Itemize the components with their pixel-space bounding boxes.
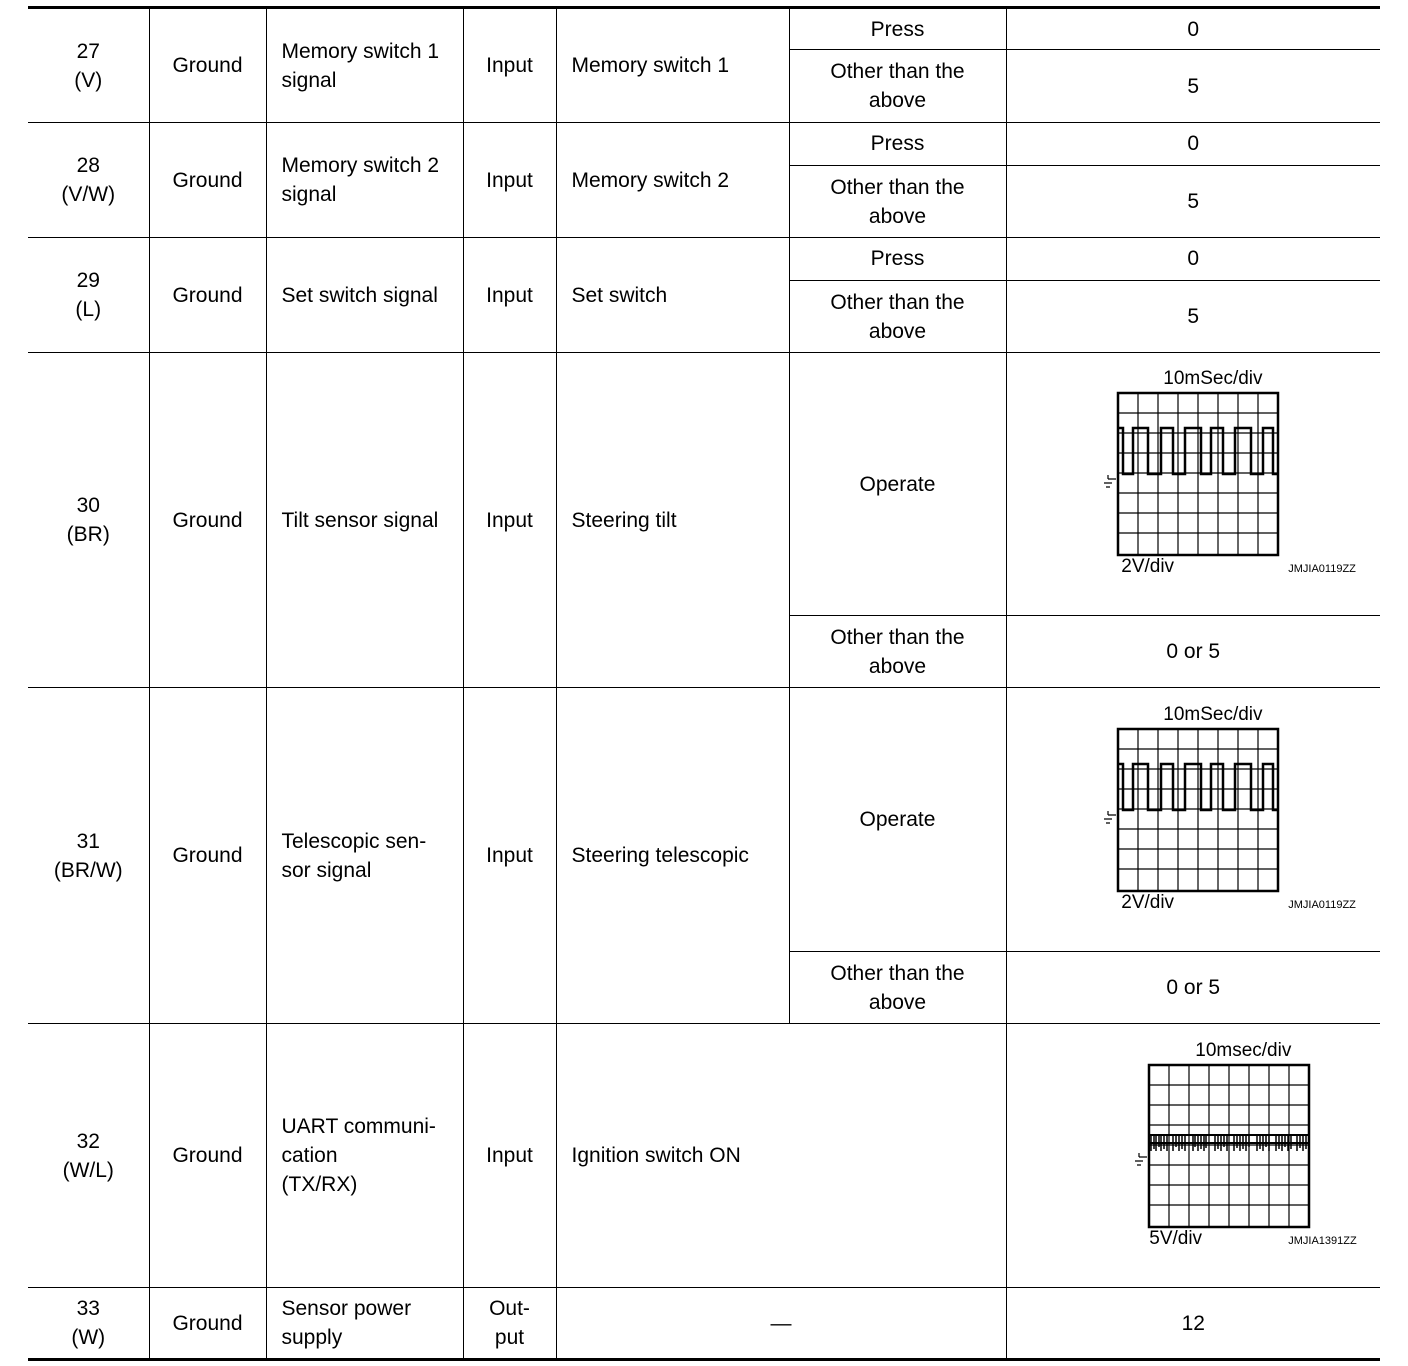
voltage-division-label: 2V/div xyxy=(1121,556,1175,577)
time-division-label: 10mSec/div xyxy=(1163,703,1263,725)
value-cell: 0 or 5 xyxy=(1006,952,1380,1024)
value-cell: 0 or 5 xyxy=(1006,616,1380,688)
description-cell: Set switch signal xyxy=(266,238,463,353)
state-cell: Other than the above xyxy=(789,281,1006,353)
terminal-cell: 27 (V) xyxy=(28,8,149,123)
io-cell: Out- put xyxy=(463,1288,556,1360)
io-cell: Input xyxy=(463,353,556,688)
table-row xyxy=(28,8,1380,50)
description-cell: Telescopic sen- sor signal xyxy=(266,688,463,1024)
condition-cell: Memory switch 2 xyxy=(556,123,789,238)
condition-cell: Set switch xyxy=(556,238,789,353)
value-cell: 5 xyxy=(1006,50,1380,123)
voltage-division-label: 2V/div xyxy=(1121,891,1175,913)
io-cell: Input xyxy=(463,238,556,353)
ground-cell: Ground xyxy=(149,238,266,353)
oscilloscope-waveform xyxy=(1043,1039,1357,1261)
table-row xyxy=(28,1024,1380,1288)
value-cell: 0 xyxy=(1006,123,1380,166)
table-row xyxy=(28,1288,1380,1360)
condition-cell: — xyxy=(556,1288,1006,1360)
terminal-cell: 28 (V/W) xyxy=(28,123,149,238)
ground-cell: Ground xyxy=(149,353,266,688)
terminal-cell: 33 (W) xyxy=(28,1288,149,1360)
condition-cell: Steering telescopic xyxy=(556,688,789,1024)
condition-cell: Memory switch 1 xyxy=(556,8,789,123)
table-row xyxy=(28,688,1380,952)
waveform-graphic xyxy=(1043,715,1343,925)
io-cell: Input xyxy=(463,688,556,1024)
io-cell: Input xyxy=(463,8,556,123)
oscilloscope-waveform xyxy=(1043,368,1356,589)
state-cell: Operate xyxy=(789,353,1006,616)
table-row xyxy=(28,238,1380,281)
state-cell: Press xyxy=(789,238,1006,281)
terminal-cell: 31 (BR/W) xyxy=(28,688,149,1024)
value-cell: 0 xyxy=(1006,8,1380,50)
io-cell: Input xyxy=(463,123,556,238)
waveform-cell xyxy=(1006,353,1380,616)
description-cell: Memory switch 2 signal xyxy=(266,123,463,238)
waveform-graphic xyxy=(1043,379,1343,589)
state-cell: Operate xyxy=(789,688,1006,952)
time-division-label: 10mSec/div xyxy=(1163,368,1263,389)
oscilloscope-waveform xyxy=(1043,703,1356,925)
description-cell: Tilt sensor signal xyxy=(266,353,463,688)
ground-cell: Ground xyxy=(149,8,266,123)
state-cell: Press xyxy=(789,123,1006,166)
value-cell: 5 xyxy=(1006,281,1380,353)
ground-cell: Ground xyxy=(149,123,266,238)
terminal-cell: 29 (L) xyxy=(28,238,149,353)
figure-code: JMJIA0119ZZ xyxy=(1288,563,1356,575)
waveform-cell xyxy=(1006,1024,1380,1288)
state-cell: Other than the above xyxy=(789,50,1006,123)
figure-code: JMJIA1391ZZ xyxy=(1288,1234,1357,1247)
state-cell: Other than the above xyxy=(789,952,1006,1024)
condition-cell: Ignition switch ON xyxy=(556,1024,1006,1288)
value-cell: 5 xyxy=(1006,166,1380,238)
ground-cell: Ground xyxy=(149,1288,266,1360)
terminal-cell: 30 (BR) xyxy=(28,353,149,688)
ground-cell: Ground xyxy=(149,688,266,1024)
waveform-cell xyxy=(1006,688,1380,952)
value-cell: 12 xyxy=(1006,1288,1380,1360)
description-cell: Memory switch 1 signal xyxy=(266,8,463,123)
table-row xyxy=(28,353,1380,616)
description-cell: UART communi- cation (TX/RX) xyxy=(266,1024,463,1288)
value-cell: 0 xyxy=(1006,238,1380,281)
io-cell: Input xyxy=(463,1024,556,1288)
state-cell: Press xyxy=(789,8,1006,50)
terminal-cell: 32 (W/L) xyxy=(28,1024,149,1288)
voltage-division-label: 5V/div xyxy=(1149,1227,1203,1249)
ground-cell: Ground xyxy=(149,1024,266,1288)
table-row xyxy=(28,123,1380,166)
figure-code: JMJIA0119ZZ xyxy=(1288,898,1356,911)
condition-cell: Steering tilt xyxy=(556,353,789,688)
state-cell: Other than the above xyxy=(789,616,1006,688)
description-cell: Sensor power supply xyxy=(266,1288,463,1360)
terminal-spec-table xyxy=(28,6,1380,1361)
time-division-label: 10msec/div xyxy=(1195,1039,1292,1061)
state-cell: Other than the above xyxy=(789,166,1006,238)
